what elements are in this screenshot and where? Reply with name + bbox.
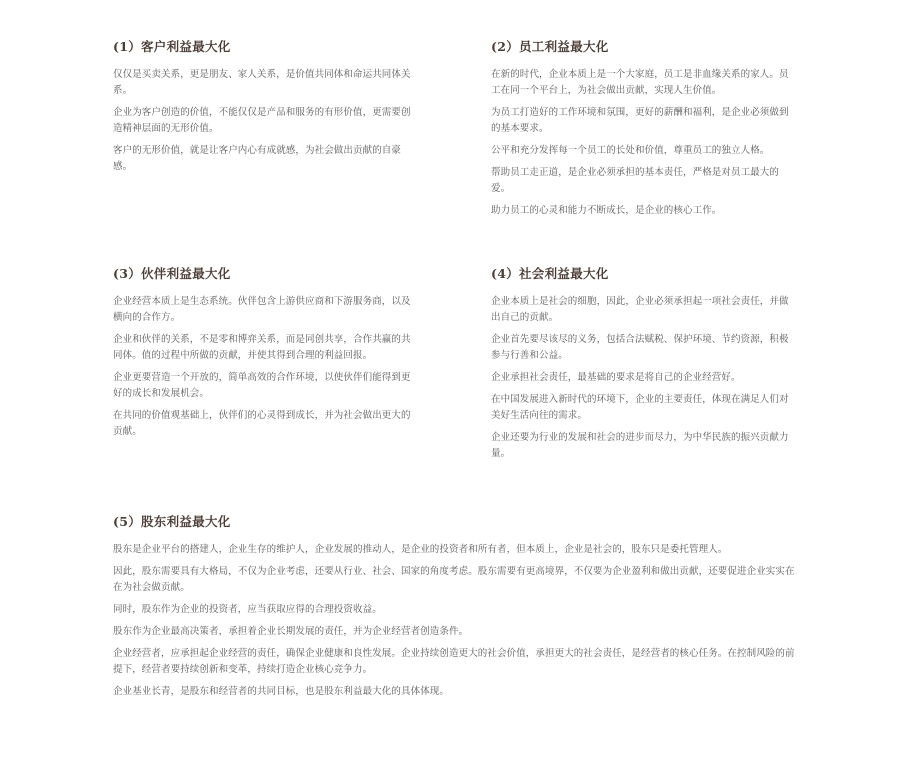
- paragraph: 企业更要营造一个开放的，简单高效的合作环境，以使伙伴们能得到更好的成长和发展机会。: [113, 372, 411, 399]
- paragraph: 企业本质上是社会的细胞，因此，企业必须承担起一项社会责任，并做出自己的贡献。: [491, 296, 789, 323]
- section-title: (3）伙伴利益最大化: [113, 266, 231, 281]
- paragraph: 仅仅是买卖关系，更是朋友、家人关系，是价值共同体和命运共同体关系。: [113, 69, 411, 96]
- paragraph: 帮助员工走正道，是企业必须承担的基本责任，严格是对员工最大的爱。: [491, 167, 780, 194]
- paragraph: 企业还要为行业的发展和社会的进步而尽力，为中华民族的振兴贡献力量。: [491, 432, 789, 459]
- paragraph: 企业基业长青，是股东和经营者的共同目标，也是股东利益最大化的具体体现。: [113, 686, 450, 697]
- paragraph: 在新的时代，企业本质上是一个大家庭，员工是非血缘关系的家人。员工在同一个平台上，为社会做出贡献，实现人生价值。: [491, 69, 789, 96]
- section-partner-benefit: [113, 266, 411, 446]
- paragraph: 企业和伙伴的关系，不是零和博弈关系，而是同创共享，合作共赢的共同体。值的过程中所做的贡献，并使其得到合理的利益回报。: [113, 334, 411, 361]
- paragraph: 在共同的价值观基础上，伙伴们的心灵得到成长，并为社会做出更大的贡献。: [113, 410, 411, 437]
- paragraph: 公平和充分发挥每一个员工的长处和价值，尊重员工的独立人格。: [491, 145, 770, 156]
- section-shareholder-benefit: [113, 514, 803, 706]
- paragraph: 为员工打造好的工作环境和氛围，更好的薪酬和福利，是企业必须做到的基本要求。: [491, 107, 789, 134]
- paragraph: 客户的无形价值，就是让客户内心有成就感，为社会做出贡献的自豪感。: [113, 145, 402, 172]
- paragraph: 企业经营者，应承担起企业经营的责任，确保企业健康和良性发展。企业持续创造更大的社会价值，承担更大的社会责任，是经营者的核心任务。在控制风险的前提下，经营者要持续创新和变革，持续打造企业核心竞争力。: [113, 648, 795, 675]
- paragraph: 在中国发展进入新时代的环境下，企业的主要责任，体现在满足人们对美好生活向往的需求。: [491, 394, 789, 421]
- paragraph: 企业为客户创造的价值，不能仅仅是产品和服务的有形价值，更需要创造精神层面的无形价值。: [113, 107, 411, 134]
- paragraph: 企业经营本质上是生态系统。伙伴包含上游供应商和下游服务商，以及横向的合作方。: [113, 296, 411, 323]
- paragraph: 企业承担社会责任，最基础的要求是将自己的企业经营好。: [491, 372, 741, 383]
- paragraph: 助力员工的心灵和能力不断成长，是企业的核心工作。: [491, 205, 722, 216]
- paragraph: 企业首先要尽该尽的义务，包括合法赋税、保护环境、节约资源，积极参与行善和公益。: [491, 334, 789, 361]
- section-employee-benefit: [491, 39, 797, 225]
- section-title: (5）股东利益最大化: [113, 514, 231, 529]
- section-society-benefit: [491, 266, 797, 468]
- paragraph: 股东是企业平台的搭建人，企业生存的维护人，企业发展的推动人，是企业的投资者和所有者，但本质上，企业是社会的，股东只是委托管理人。: [113, 544, 728, 555]
- section-title: (2）员工利益最大化: [491, 39, 609, 54]
- section-title: (1）客户利益最大化: [113, 39, 231, 54]
- paragraph: 股东作为企业最高决策者，承担着企业长期发展的责任，并为企业经营者创造条件。: [113, 626, 469, 637]
- paragraph: 同时，股东作为企业的投资者，应当获取应得的合理投资收益。: [113, 604, 382, 615]
- paragraph: 因此，股东需要具有大格局，不仅为企业考虑，还要从行业、社会、国家的角度考虑。股东需要有更高境界，不仅要为企业盈利和做出贡献，还要促进企业实实在在为社会做贡献。: [113, 566, 795, 593]
- section-title: (4）社会利益最大化: [491, 266, 609, 281]
- section-customer-benefit: [113, 39, 411, 181]
